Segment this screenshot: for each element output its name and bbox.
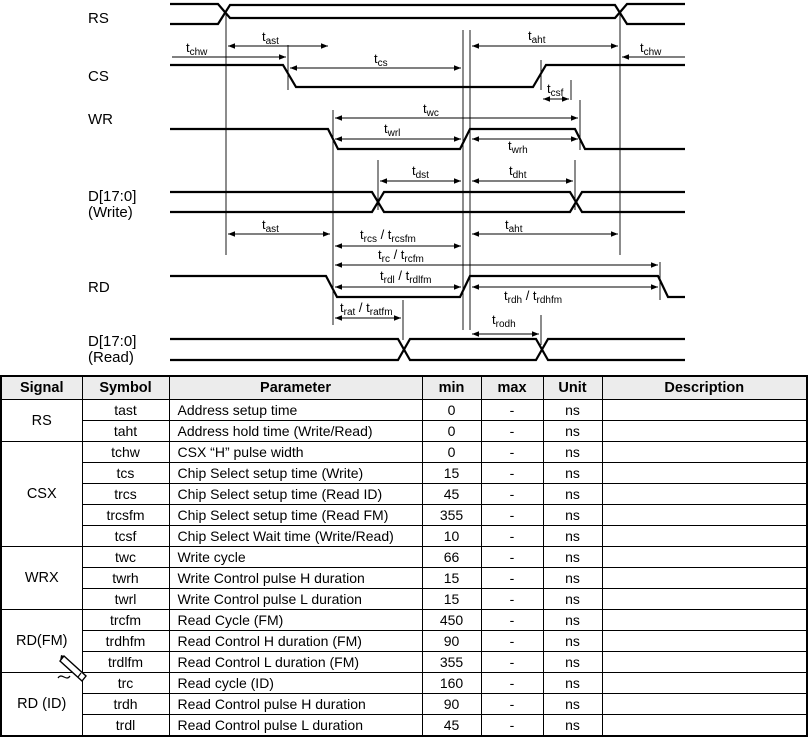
signal-cell: RS [1, 400, 82, 442]
header-signal: Signal [1, 376, 82, 400]
signal-label-cs: CS [88, 68, 109, 85]
parameter-cell: Chip Select Wait time (Write/Read) [169, 526, 422, 547]
param-trdl: $t_{rdl} / t_{rdlfm}$ [380, 268, 432, 286]
parameter-cell: Read Control H duration (FM) [169, 631, 422, 652]
symbol-cell: tast [82, 400, 169, 421]
description-cell [602, 568, 807, 589]
max-cell: - [481, 568, 543, 589]
header-parameter: Parameter [169, 376, 422, 400]
unit-cell: ns [543, 400, 602, 421]
table-row [1, 589, 807, 610]
description-cell [602, 694, 807, 715]
description-cell [602, 673, 807, 694]
symbol-cell: tcs [82, 463, 169, 484]
unit-cell: ns [543, 589, 602, 610]
description-cell [602, 715, 807, 737]
description-cell [602, 610, 807, 631]
symbol-cell: tcsf [82, 526, 169, 547]
min-cell: 355 [422, 652, 481, 673]
max-cell: - [481, 673, 543, 694]
signal-cell: CSX [1, 442, 82, 547]
signal-label-rs: RS [88, 10, 109, 27]
parameter-cell: CSX “H” pulse width [169, 442, 422, 463]
param-tast-cs: $t_{ast}$ [262, 29, 279, 47]
table-row [1, 631, 807, 652]
min-cell: 90 [422, 694, 481, 715]
description-cell [602, 505, 807, 526]
reference-lines [226, 12, 660, 345]
max-cell: - [481, 715, 543, 737]
param-trc: $t_{rc} / t_{rcfm}$ [378, 247, 424, 265]
pencil-cursor-icon [54, 648, 94, 688]
max-cell: - [481, 589, 543, 610]
rs-waveform [170, 4, 685, 24]
description-cell [602, 526, 807, 547]
min-cell: 0 [422, 421, 481, 442]
symbol-cell: trdhfm [82, 631, 169, 652]
table-row [1, 400, 807, 421]
symbol-cell: trcfm [82, 610, 169, 631]
symbol-cell: trdh [82, 694, 169, 715]
param-tcs: $t_{cs}$ [374, 51, 388, 69]
symbol-cell: trcs [82, 484, 169, 505]
max-cell: - [481, 694, 543, 715]
param-tdht: $t_{dht}$ [509, 163, 527, 181]
unit-cell: ns [543, 484, 602, 505]
description-cell [602, 547, 807, 568]
parameter-cell: Chip Select setup time (Read ID) [169, 484, 422, 505]
param-twrl: $t_{wrl}$ [384, 121, 401, 139]
symbol-cell: twc [82, 547, 169, 568]
signal-label-wr: WR [88, 111, 113, 128]
symbol-cell: tchw [82, 442, 169, 463]
symbol-cell: twrh [82, 568, 169, 589]
table-row [1, 673, 807, 694]
max-cell: - [481, 547, 543, 568]
parameter-cell: Address setup time [169, 400, 422, 421]
parameter-cell: Write cycle [169, 547, 422, 568]
parameter-cell: Read Cycle (FM) [169, 610, 422, 631]
signal-cell: RD (ID) [1, 673, 82, 737]
unit-cell: ns [543, 547, 602, 568]
unit-cell: ns [543, 652, 602, 673]
param-trdh: $t_{rdh} / t_{rdhfm}$ [504, 288, 563, 306]
table-row [1, 421, 807, 442]
max-cell: - [481, 400, 543, 421]
header-description: Description [602, 376, 807, 400]
description-cell [602, 631, 807, 652]
parameter-cell: Write Control pulse L duration [169, 589, 422, 610]
param-taht-read: $t_{aht}$ [505, 217, 523, 235]
unit-cell: ns [543, 463, 602, 484]
table-row [1, 610, 807, 631]
unit-cell: ns [543, 673, 602, 694]
unit-cell: ns [543, 421, 602, 442]
param-tchw-right: $t_{chw}$ [640, 40, 662, 58]
signal-label-data-read-mode: (Read) [88, 349, 134, 366]
header-min: min [422, 376, 481, 400]
min-cell: 0 [422, 400, 481, 421]
param-trcs: $t_{rcs} / t_{rcsfm}$ [360, 227, 416, 245]
table-row [1, 694, 807, 715]
description-cell [602, 400, 807, 421]
max-cell: - [481, 526, 543, 547]
table-header-row [1, 376, 807, 400]
table-row [1, 652, 807, 673]
param-tchw-left: $t_{chw}$ [186, 40, 208, 58]
parameter-cell: Read Control pulse L duration [169, 715, 422, 737]
table-row [1, 568, 807, 589]
max-cell: - [481, 652, 543, 673]
table-row [1, 442, 807, 463]
max-cell: - [481, 631, 543, 652]
parameter-cell: Read Control L duration (FM) [169, 652, 422, 673]
min-cell: 66 [422, 547, 481, 568]
parameter-cell: Read Control pulse H duration [169, 694, 422, 715]
parameter-cell: Chip Select setup time (Read FM) [169, 505, 422, 526]
max-cell: - [481, 442, 543, 463]
max-cell: - [481, 421, 543, 442]
min-cell: 45 [422, 484, 481, 505]
unit-cell: ns [543, 568, 602, 589]
header-symbol: Symbol [82, 376, 169, 400]
symbol-cell: taht [82, 421, 169, 442]
max-cell: - [481, 484, 543, 505]
table-body [1, 400, 807, 737]
table-row [1, 547, 807, 568]
description-cell [602, 652, 807, 673]
symbol-cell: trc [82, 673, 169, 694]
min-cell: 90 [422, 631, 481, 652]
signal-label-data-write-mode: (Write) [88, 204, 133, 221]
parameter-cell: Chip Select setup time (Write) [169, 463, 422, 484]
param-taht-cs: $t_{aht}$ [528, 28, 546, 46]
table-row [1, 484, 807, 505]
param-trodh: $t_{rodh}$ [492, 312, 516, 330]
header-max: max [481, 376, 543, 400]
param-tdst: $t_{dst}$ [412, 163, 429, 181]
signal-cell: RD(FM) [1, 610, 82, 673]
unit-cell: ns [543, 715, 602, 737]
param-twrh: $t_{wrh}$ [508, 138, 528, 156]
symbol-cell: trcsfm [82, 505, 169, 526]
timing-arrows [172, 46, 685, 334]
data-write-waveform [170, 192, 685, 212]
max-cell: - [481, 463, 543, 484]
parameter-cell: Address hold time (Write/Read) [169, 421, 422, 442]
param-tcsf: $t_{csf}$ [547, 81, 564, 99]
min-cell: 15 [422, 463, 481, 484]
table-row [1, 715, 807, 737]
header-unit: Unit [543, 376, 602, 400]
param-trat: $t_{rat} / t_{ratfm}$ [340, 300, 393, 318]
table-row [1, 526, 807, 547]
data-read-waveform [170, 339, 685, 360]
description-cell [602, 484, 807, 505]
description-cell [602, 589, 807, 610]
signal-label-data-read: D[17:0] [88, 333, 137, 350]
signal-cell: WRX [1, 547, 82, 610]
min-cell: 15 [422, 568, 481, 589]
symbol-cell: twrl [82, 589, 169, 610]
min-cell: 10 [422, 526, 481, 547]
unit-cell: ns [543, 505, 602, 526]
unit-cell: ns [543, 610, 602, 631]
max-cell: - [481, 610, 543, 631]
parameter-cell: Write Control pulse H duration [169, 568, 422, 589]
unit-cell: ns [543, 694, 602, 715]
signal-label-data-write: D[17:0] [88, 188, 137, 205]
unit-cell: ns [543, 631, 602, 652]
timing-parameters-table [0, 375, 808, 737]
unit-cell: ns [543, 442, 602, 463]
table-row [1, 463, 807, 484]
min-cell: 0 [422, 442, 481, 463]
param-tast-read: $t_{ast}$ [262, 217, 279, 235]
parameter-cell: Read cycle (ID) [169, 673, 422, 694]
symbol-cell: trdlfm [82, 652, 169, 673]
min-cell: 450 [422, 610, 481, 631]
table-row [1, 505, 807, 526]
description-cell [602, 463, 807, 484]
symbol-cell: trdl [82, 715, 169, 737]
description-cell [602, 442, 807, 463]
min-cell: 45 [422, 715, 481, 737]
min-cell: 160 [422, 673, 481, 694]
unit-cell: ns [543, 526, 602, 547]
min-cell: 355 [422, 505, 481, 526]
description-cell [602, 421, 807, 442]
min-cell: 15 [422, 589, 481, 610]
param-twc: $t_{wc}$ [423, 101, 439, 119]
signal-label-rd: RD [88, 279, 110, 296]
max-cell: - [481, 505, 543, 526]
